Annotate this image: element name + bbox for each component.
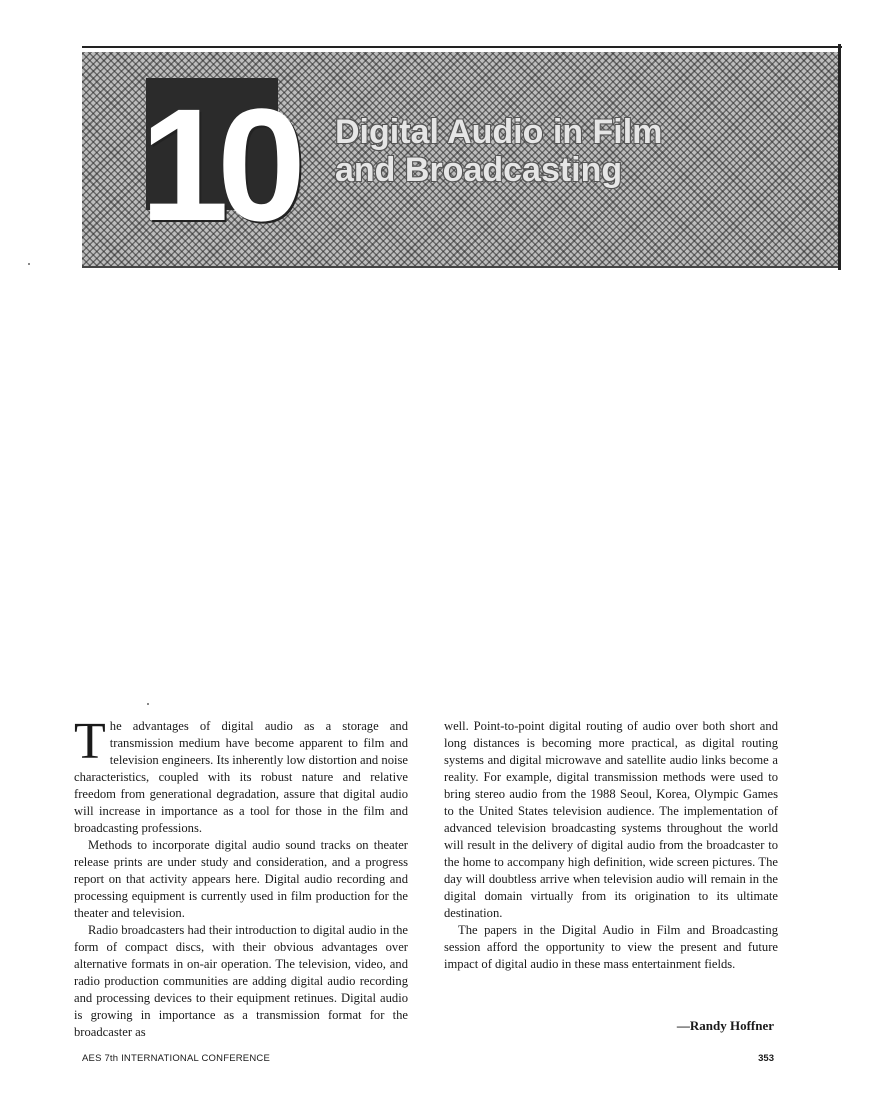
paragraph-film: Methods to incorporate digital audio sound tracks on theater release prints are under study and consideration, and a progress report on that activity appears here. Digital audio recording and processing equipment is currently used in film production for the theater and television.: [74, 838, 408, 920]
footer-conference: AES 7th INTERNATIONAL CONFERENCE: [82, 1053, 270, 1064]
header-right-edge: [838, 44, 841, 270]
body-right-column: [444, 718, 778, 973]
scan-speck: [28, 263, 30, 265]
paragraph-text: he advantages of digital audio as a storage and transmission medium have become apparent to film and television engineers. Its inherently low distortion and noise characteristics, coupled with its robust nature and relative freedom from generational degradation, assure that digital audio will increase in importance as a tool for those in the film and broadcasting professions.: [74, 719, 408, 835]
paragraph-intro: [74, 713, 408, 837]
drop-cap: T: [74, 713, 106, 770]
author-signature: —Randy Hoffner: [676, 1018, 774, 1033]
paragraph-session: The papers in the Digital Audio in Film and Broadcasting session afford the opportunity to view the present and future impact of digital audio in these mass entertainment fields.: [444, 923, 778, 971]
footer-page-number: 353: [758, 1053, 774, 1064]
chapter-title-line-1: Digital Audio in Film: [335, 113, 663, 151]
paragraph-radio: Radio broadcasters had their introduction to digital audio in the form of compact discs, with their obvious advantages over alternative formats in on-air operation. The television, video, and radio production communities are adding digital audio recording and processing devices to their equipment retinues. Digital audio is growing in importance as a transmission format for the broadcaster as: [74, 923, 408, 1039]
top-rule: [82, 46, 842, 48]
scan-speck: [147, 703, 149, 705]
paragraph-routing: well. Point-to-point digital routing of audio over both short and long distances is becoming more practical, as digital routing systems and digital microwave and satellite audio links become a reality. For example, digital transmission methods were used to bring stereo audio from the 1988 Seoul, Korea, Olympic Games to the United States television audience. The implementation of advanced television broadcasting systems throughout the world will result in the delivery of digital audio from the broadcaster to the home to accompany high definition, wide screen pictures. The day will doubtless arrive when television audio will remain in the digital domain virtually from its origination to its ultimate destination.: [444, 719, 778, 920]
chapter-title-line-2: and Broadcasting: [335, 151, 623, 189]
chapter-title: [335, 113, 775, 189]
chapter-number: 10: [140, 75, 294, 254]
body-left-column: [74, 713, 408, 1041]
